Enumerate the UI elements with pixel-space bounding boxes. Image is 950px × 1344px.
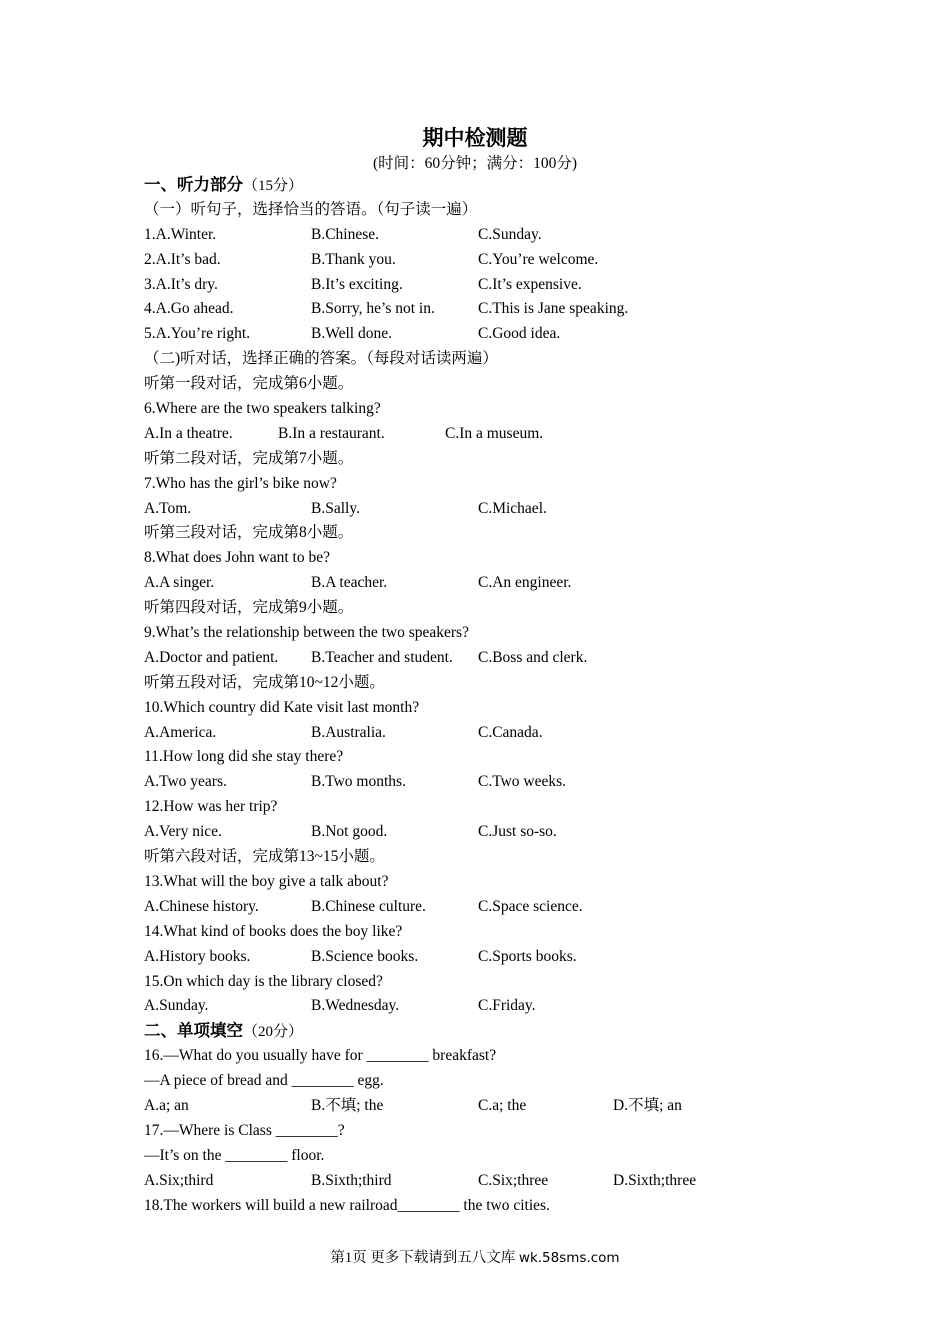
question-row bbox=[144, 1094, 844, 1119]
option-c: C.Boss and clerk. bbox=[478, 648, 588, 666]
option-a: A.Very nice. bbox=[144, 823, 222, 841]
dialogue-instruction: 听第二段对话，完成第7小题。 bbox=[144, 449, 354, 467]
option-c: C.This is Jane speaking. bbox=[478, 300, 629, 318]
question-row bbox=[144, 1169, 844, 1194]
option-c: C.Just so-so. bbox=[478, 823, 557, 841]
section-points: （20分） bbox=[243, 1024, 304, 1041]
dialogue-instruction: 听第四段对话，完成第9小题。 bbox=[144, 599, 354, 617]
question-stem: 10.Which country did Kate visit last month? bbox=[144, 698, 420, 716]
option-b: B.Chinese culture. bbox=[311, 897, 426, 915]
option-c: C.Good idea. bbox=[478, 325, 561, 343]
question-row bbox=[144, 820, 844, 845]
option-a: 1.A.Winter. bbox=[144, 225, 217, 243]
section-heading-listening bbox=[144, 173, 844, 198]
page-title: 期中检测题 bbox=[422, 126, 528, 150]
question-stem: 6.Where are the two speakers talking? bbox=[144, 400, 381, 418]
question-row bbox=[144, 248, 844, 273]
question-row bbox=[144, 422, 844, 447]
option-c: C.Six;three bbox=[478, 1171, 549, 1189]
option-a: A.Tom. bbox=[144, 499, 192, 517]
option-a: A.Doctor and patient. bbox=[144, 648, 279, 666]
option-b: B.Teacher and student. bbox=[311, 648, 453, 666]
option-b: B.Chinese. bbox=[311, 225, 380, 243]
option-a: A.In a theatre. bbox=[144, 424, 233, 442]
page-footer bbox=[0, 1246, 950, 1267]
option-a: A.Six;third bbox=[144, 1171, 214, 1189]
option-c: C.It’s expensive. bbox=[478, 275, 582, 293]
option-a: A.a; an bbox=[144, 1096, 189, 1114]
option-b: B.Sally. bbox=[311, 499, 360, 517]
question-stem: 7.Who has the girl’s bike now? bbox=[144, 474, 337, 492]
option-c: C.a; the bbox=[478, 1096, 527, 1114]
option-c: C.Space science. bbox=[478, 897, 583, 915]
question-row bbox=[144, 945, 844, 970]
option-b: B.It’s exciting. bbox=[311, 275, 403, 293]
question-stem-continued: —A piece of bread and ________ egg. bbox=[144, 1072, 384, 1090]
option-b: B.In a restaurant. bbox=[278, 424, 385, 442]
option-c: C.Sports books. bbox=[478, 947, 577, 965]
option-a: 4.A.Go ahead. bbox=[144, 300, 234, 318]
option-b: B.不填; the bbox=[311, 1096, 384, 1114]
option-a: A.Chinese history. bbox=[144, 897, 259, 915]
option-c: C.Two weeks. bbox=[478, 773, 567, 791]
question-row bbox=[144, 994, 844, 1019]
question-row bbox=[144, 571, 844, 596]
question-row bbox=[144, 895, 844, 920]
option-a: A.Two years. bbox=[144, 773, 227, 791]
option-d: D.Sixth;three bbox=[613, 1171, 697, 1189]
question-stem: 11.How long did she stay there? bbox=[144, 748, 344, 766]
dialogue-instruction: 听第五段对话，完成第10~12小题。 bbox=[144, 673, 385, 691]
section-title: 二、单项填空 bbox=[144, 1021, 243, 1041]
option-a: 5.A.You’re right. bbox=[144, 325, 251, 343]
option-a: A.Sunday. bbox=[144, 997, 209, 1015]
option-a: A.History books. bbox=[144, 947, 251, 965]
option-a: A.America. bbox=[144, 723, 217, 741]
option-b: B.Not good. bbox=[311, 823, 388, 841]
question-stem: 17.—Where is Class ________? bbox=[144, 1121, 345, 1139]
option-b: B.Sixth;third bbox=[311, 1171, 392, 1189]
question-stem: 8.What does John want to be? bbox=[144, 549, 330, 567]
option-b: B.Science books. bbox=[311, 947, 419, 965]
footer-site-link[interactable]: wk.58sms.com bbox=[518, 1250, 620, 1266]
instruction: （一）听句子，选择恰当的答语。（句子读一遍） bbox=[144, 200, 478, 218]
exam-content bbox=[144, 173, 844, 1218]
option-c: C.In a museum. bbox=[445, 424, 544, 442]
option-c: C.Michael. bbox=[478, 499, 547, 517]
dialogue-instruction: 听第三段对话，完成第8小题。 bbox=[144, 524, 354, 542]
question-row bbox=[144, 297, 844, 322]
option-c: C.Friday. bbox=[478, 997, 536, 1015]
option-b: B.Sorry, he’s not in. bbox=[311, 300, 435, 318]
option-b: B.Two months. bbox=[311, 773, 406, 791]
question-row bbox=[144, 770, 844, 795]
option-b: B.Thank you. bbox=[311, 250, 396, 268]
question-stem: 13.What will the boy give a talk about? bbox=[144, 872, 389, 890]
option-b: B.Australia. bbox=[311, 723, 386, 741]
option-a: 3.A.It’s dry. bbox=[144, 275, 218, 293]
option-a: 2.A.It’s bad. bbox=[144, 250, 221, 268]
dialogue-instruction: 听第一段对话，完成第6小题。 bbox=[144, 375, 354, 393]
question-row bbox=[144, 497, 844, 522]
option-b: B.Wednesday. bbox=[311, 997, 400, 1015]
question-row bbox=[144, 322, 844, 347]
option-d: D.不填; an bbox=[613, 1096, 682, 1114]
option-a: A.A singer. bbox=[144, 574, 215, 592]
dialogue-instruction: 听第六段对话，完成第13~15小题。 bbox=[144, 848, 385, 866]
option-c: C.You’re welcome. bbox=[478, 250, 599, 268]
footer-text: 第1页 更多下载请到五八文库 bbox=[330, 1250, 519, 1266]
option-b: B.Well done. bbox=[311, 325, 392, 343]
question-stem: 15.On which day is the library closed? bbox=[144, 972, 383, 990]
question-stem: 9.What’s the relationship between the two speakers? bbox=[144, 624, 469, 642]
question-row bbox=[144, 273, 844, 298]
option-b: B.A teacher. bbox=[311, 574, 388, 592]
section-points: （15分） bbox=[243, 178, 304, 194]
question-stem-continued: —It’s on the ________ floor. bbox=[144, 1146, 325, 1164]
section-heading-single-choice bbox=[144, 1019, 844, 1044]
question-row bbox=[144, 646, 844, 671]
question-stem: 12.How was her trip? bbox=[144, 798, 278, 816]
option-c: C.Sunday. bbox=[478, 225, 542, 243]
question-stem: 16.—What do you usually have for ________ breakfast? bbox=[144, 1047, 497, 1065]
page-subtitle: (时间：60分钟；满分：100分) bbox=[372, 155, 578, 172]
option-c: C.An engineer. bbox=[478, 574, 572, 592]
question-row bbox=[144, 223, 844, 248]
question-stem: 18.The workers will build a new railroad________ the two cities. bbox=[144, 1196, 550, 1214]
question-row bbox=[144, 721, 844, 746]
question-stem: 14.What kind of books does the boy like? bbox=[144, 922, 403, 940]
instruction: （二)听对话，选择正确的答案。（每段对话读两遍） bbox=[144, 350, 498, 368]
section-title: 一、听力部分 bbox=[144, 175, 243, 194]
option-c: C.Canada. bbox=[478, 723, 543, 741]
